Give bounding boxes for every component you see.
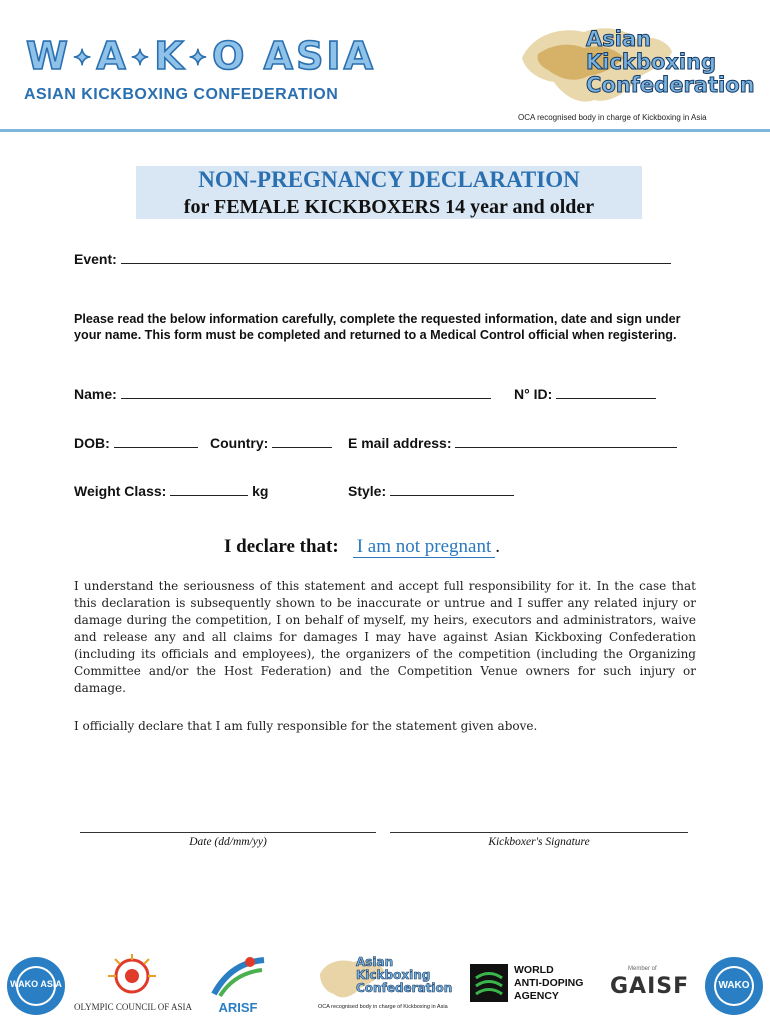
wako-seal-logo-right: WAKO (704, 956, 764, 1016)
wada-mark-icon (470, 964, 508, 1002)
instructions-text: Please read the below information carefully, complete the requested information, date and sign under your name. This form must be completed and returned to a Medical Control official when registering. (74, 312, 681, 342)
dob-label: DOB: (74, 435, 110, 451)
oca-logo: OLYMPIC COUNCIL OF ASIA (72, 954, 194, 1016)
weight-label: Weight Class: (74, 483, 167, 499)
email-field[interactable] (455, 435, 677, 448)
declaration-row (224, 536, 500, 558)
header-divider (0, 129, 770, 132)
email-label: E mail address: (348, 435, 452, 451)
form-subtitle: for FEMALE KICKBOXERS 14 year and older (183, 196, 595, 218)
liability-paragraph: I understand the seriousness of this statement and accept full responsibility for it. In the case that this declaration is subsequently shown to be inaccurate or untrue and I suffer any related injury or damage during the competition, I on behalf of myself, my heirs, executors and administrators, waive and release any and all claims for damages I may have against Asian Kickboxing Confederation (including its officials and employees), the organizers of the competition (including the Organizing Committee and/or the Host Federation) and the Competition Venue owners for such injury or damage. (74, 579, 696, 695)
event-row (74, 251, 671, 267)
date-label: Date (dd/mm/yy) (189, 836, 267, 848)
style-field[interactable] (390, 483, 514, 496)
responsibility-statement: I officially declare that I am fully responsible for the statement given above. (74, 719, 538, 733)
event-label: Event: (74, 251, 117, 267)
id-field[interactable] (556, 386, 656, 399)
country-row (210, 435, 332, 451)
country-field[interactable] (272, 435, 332, 448)
email-row (348, 435, 677, 451)
name-field[interactable] (121, 386, 491, 399)
style-label: Style: (348, 483, 387, 499)
wako-asia-logo-text: W✦A✦K✦O ASIA (26, 34, 376, 78)
form-title: NON-PREGNANCY DECLARATION (198, 167, 580, 192)
weight-unit: kg (252, 483, 269, 499)
confederation-subtitle: ASIAN KICKBOXING CONFEDERATION (24, 86, 339, 103)
style-row (348, 483, 514, 499)
declare-label: I declare that: (224, 536, 339, 557)
akc-caption: OCA recognised body in charge of Kickboxing in Asia (518, 113, 707, 122)
name-label: Name: (74, 386, 117, 402)
declare-period: . (495, 536, 500, 557)
signature-line[interactable] (390, 832, 688, 833)
oca-sun-icon (72, 954, 194, 1002)
weight-row (74, 483, 268, 499)
arisf-swoosh-icon (206, 954, 270, 1000)
weight-field[interactable] (170, 483, 248, 496)
declare-answer[interactable]: I am not pregnant (353, 536, 496, 558)
akc-logo-text: Asian Kickboxing Confederation (586, 27, 755, 97)
wako-asia-seal-logo: WAKO ASIA (6, 956, 66, 1016)
country-label: Country: (210, 435, 269, 451)
dob-row (74, 435, 198, 451)
id-row (514, 386, 656, 402)
signature-label: Kickboxer's Signature (488, 836, 590, 848)
id-label: N° ID: (514, 386, 553, 402)
name-row (74, 386, 491, 402)
arisf-logo: ARISF (206, 954, 270, 1016)
wada-logo: WORLD ANTI-DOPING AGENCY (470, 964, 600, 1008)
gaisf-logo: Member of GAISF (610, 966, 690, 999)
date-line[interactable] (80, 832, 376, 833)
event-field[interactable] (121, 251, 671, 264)
akc-footer-logo: Asian Kickboxing Confederation OCA recognised body in charge of Kickboxing in Asia (318, 955, 453, 1010)
dob-field[interactable] (114, 435, 198, 448)
